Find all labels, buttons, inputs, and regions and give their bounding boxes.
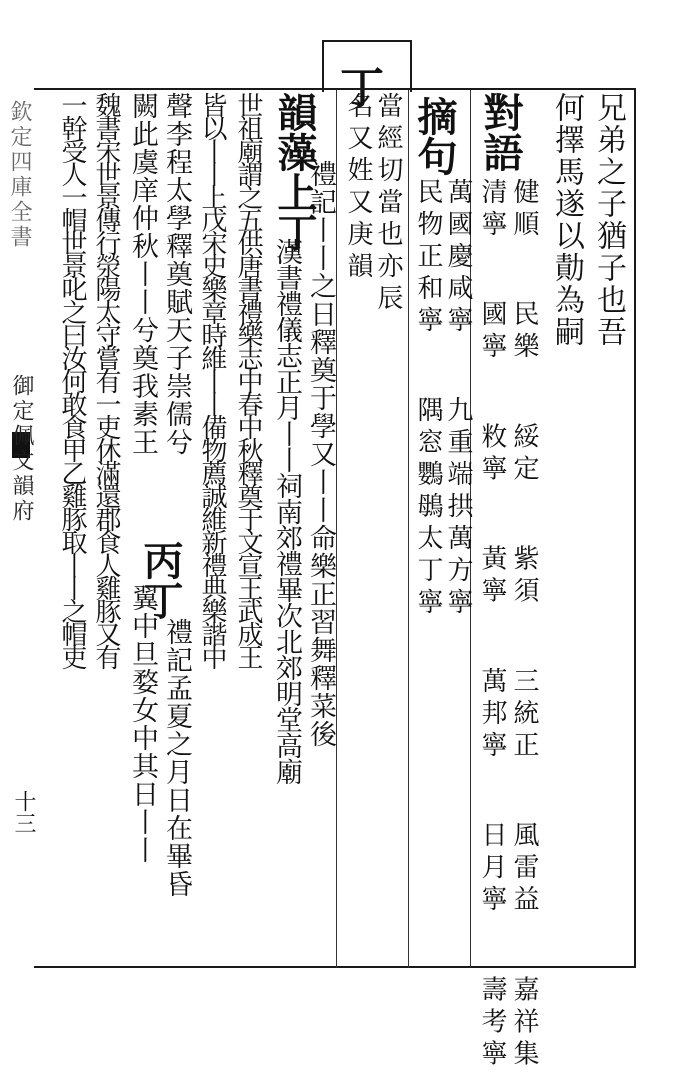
text-column-12: 皆以丨丨上戊宋史樂章時維丨丨備物薦誠維新禮典樂諧中 [197,92,227,667]
entry: 萬邦寧 [477,667,507,764]
text-column-14: 闕此虞庠仲秋丨丨兮奠我素王 [127,92,158,456]
section-head-text: 韻藻 [271,92,318,172]
section-head-text: 對語 [477,92,524,172]
entry: 紫須 [509,544,539,609]
entry: 國寧 [477,300,507,365]
margin-book-title: 御定佩文韻府 [9,374,34,524]
left-margin [0,92,34,972]
section-head-zhaiju [411,96,458,176]
text-column-15: 魏書宋世景傳行滎陽太守嘗有一吏休滿還郡食人雞豚又有 [91,92,121,667]
entry: 風雷益 [509,821,539,918]
text-column-11: 世祖廟謂之五供唐書禮樂志中春中秋釋奠于文宣王武成王 [233,92,263,667]
text-column-13: 聲李程太學釋奠賦天子崇儒兮 [161,92,192,456]
entry: 隅窓鸚䳇太丁寧 [413,396,443,621]
section-head-duiyu [477,92,524,172]
entry: 清寧 [477,178,507,242]
entry-head: 上丁 [271,172,318,252]
text-column-4 [474,178,510,1072]
folio-number: 十三 [11,790,36,834]
column-rule [336,90,337,968]
entry: 日月寧 [477,821,507,918]
text-column-8: 名又姓又庚韻 [343,92,373,284]
rhyme-heading-char: 丁 [340,63,384,114]
entry: 嘉祥集 [509,975,539,1072]
text-column-14b: 翼中旦婺女中其日丨丨 [127,584,158,864]
text-column-9: 禮記丨丨之日釋奠于學又丨丨命樂正習舞釋菜後 [305,160,336,748]
entry: 民物正和寧 [413,178,443,338]
entry: 九重端拱萬方寧 [443,396,473,621]
entry: 敉寧 [477,422,507,487]
entry: 健順 [509,178,539,242]
text-column-16: 一幹受人一帽世景叱之曰汝何敢食甲乙雞豚取丨丨之帽吏 [57,92,87,667]
entry-head-bingding: 丙丁 [137,540,184,620]
entry: 壽考寧 [477,975,507,1072]
text-column-7: 當經切當也亦辰 [373,92,403,316]
text-column-10: 漢書禮儀志正月丨丨祠南郊禮畢次北郊明堂高廟 [271,238,302,784]
entry: 綏定 [509,422,539,487]
text-column-6 [410,178,446,620]
text-column-13b: 禮記孟夏之月日在畢昏 [161,618,192,898]
entry: 民樂 [509,300,539,365]
section-head-text: 摘句 [411,96,458,176]
entry: 萬國慶咸寧 [443,178,473,338]
text-column-2: 何擇馬遂以勣為嗣 [549,92,584,348]
entry: 三統正 [509,667,539,764]
text-column-3 [506,178,542,1072]
margin-top-text: 欽定四庫全書 [7,100,32,250]
text-column-1: 兄弟之子猶子也吾 [591,92,626,348]
entry: 黃寧 [477,544,507,609]
column-rule [408,90,409,968]
